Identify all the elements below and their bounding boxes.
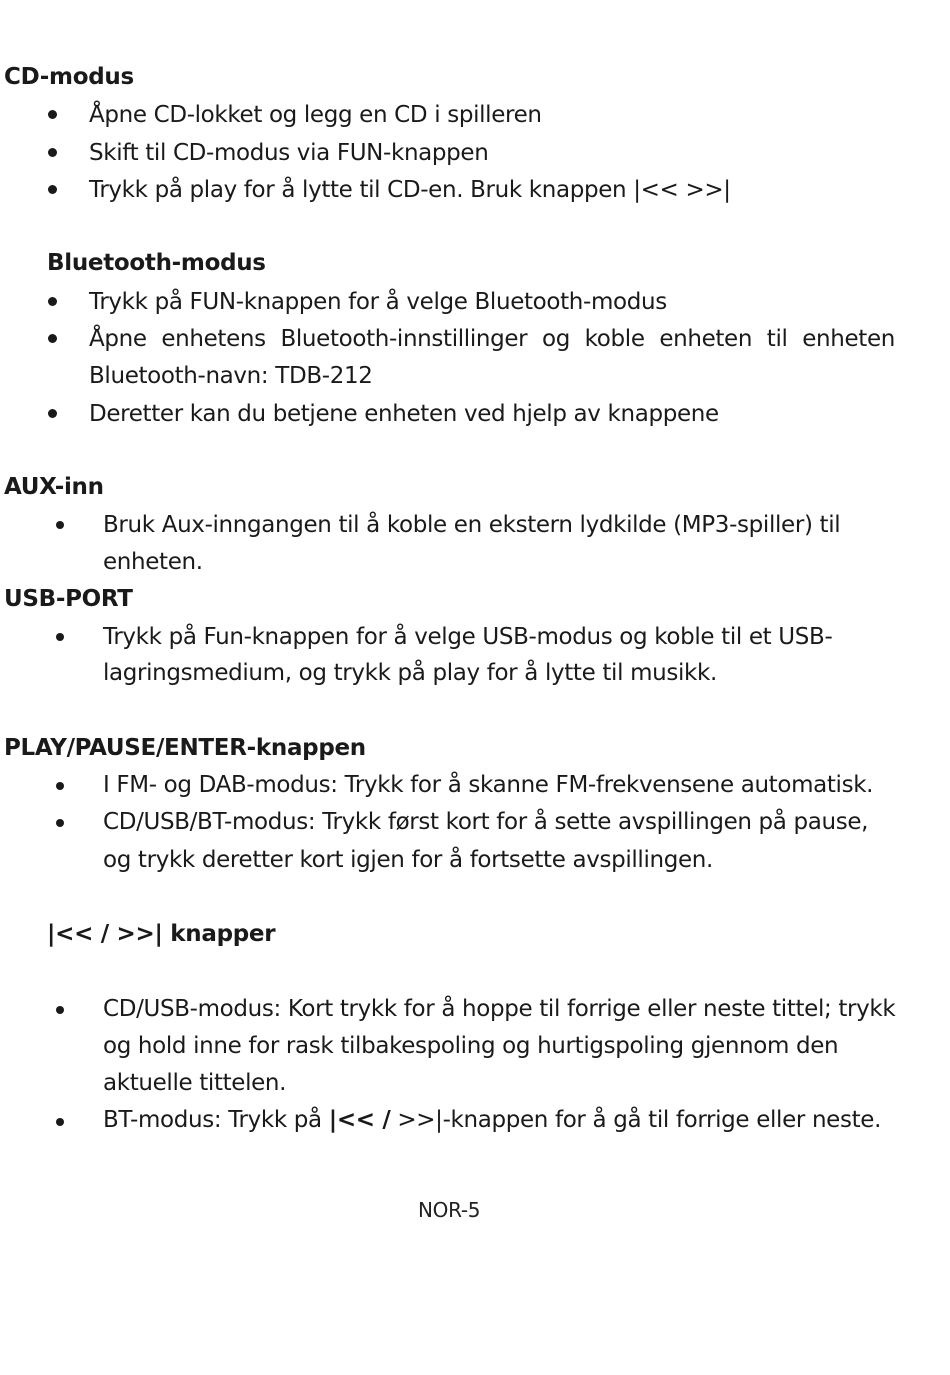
skip-buttons-item-2 <box>103 1105 881 1135</box>
cd-mode-heading: CD-modus <box>4 64 134 90</box>
skip-buttons-item-1-line-2: og hold inne for rask tilbakespoling og hurtigspoling gjennom den <box>103 1033 839 1059</box>
bullet-icon <box>56 819 64 827</box>
bluetooth-mode-item-1: Trykk på FUN-knappen for å velge Bluetooth-modus <box>89 289 667 315</box>
play-pause-item-2-line-1: CD/USB/BT-modus: Trykk først kort for å sette avspillingen på pause, <box>103 809 869 835</box>
usb-port-heading: USB-PORT <box>4 586 133 612</box>
bullet-icon <box>48 334 57 343</box>
skip-buttons-item-2-bold: |<< / <box>328 1107 391 1133</box>
cd-mode-item-1: Åpne CD-lokket og legg en CD i spilleren <box>89 102 542 128</box>
skip-buttons-item-2-suffix: >>|-knappen for å gå til forrige eller neste. <box>390 1107 882 1133</box>
bullet-icon <box>56 782 64 790</box>
play-pause-item-1: I FM- og DAB-modus: Trykk for å skanne FM-frekvensene automatisk. <box>103 772 874 798</box>
skip-buttons-heading: |<< / >>| knapper <box>47 921 276 947</box>
aux-in-item-line-1: Bruk Aux-inngangen til å koble en ekstern lydkilde (MP3-spiller) til <box>103 512 841 538</box>
usb-port-item-line-1: Trykk på Fun-knappen for å velge USB-modus og koble til et USB- <box>103 624 833 650</box>
bullet-icon <box>48 148 57 157</box>
cd-mode-item-3: Trykk på play for å lytte til CD-en. Bruk knappen |<< >>| <box>89 177 731 203</box>
aux-in-item-line-2: enheten. <box>103 549 203 575</box>
skip-buttons-item-1-line-1: CD/USB-modus: Kort trykk for å hoppe til forrige eller neste tittel; trykk <box>103 996 896 1022</box>
play-pause-item-2-line-2: og trykk deretter kort igjen for å fortsette avspillingen. <box>103 847 713 873</box>
bullet-icon <box>56 633 64 641</box>
aux-in-heading: AUX-inn <box>4 474 104 500</box>
bullet-icon <box>56 1006 64 1014</box>
bullet-icon <box>56 521 64 529</box>
bullet-icon <box>56 1118 64 1126</box>
usb-port-item-line-2: lagringsmedium, og trykk på play for å lytte til musikk. <box>103 660 717 686</box>
bullet-icon <box>48 297 57 306</box>
bluetooth-name: Bluetooth-navn: TDB-212 <box>89 363 373 389</box>
bluetooth-mode-heading: Bluetooth-modus <box>47 250 266 276</box>
cd-mode-item-2: Skift til CD-modus via FUN-knappen <box>89 140 489 166</box>
page-number: NOR-5 <box>418 1198 481 1222</box>
bullet-icon <box>48 110 57 119</box>
bullet-icon <box>48 185 57 194</box>
skip-buttons-item-1-line-3: aktuelle tittelen. <box>103 1070 287 1096</box>
skip-buttons-item-2-prefix: BT-modus: Trykk på <box>103 1107 329 1133</box>
play-pause-heading: PLAY/PAUSE/ENTER-knappen <box>4 735 366 761</box>
bullet-icon <box>48 409 57 418</box>
bluetooth-mode-item-3: Deretter kan du betjene enheten ved hjelp av knappene <box>89 401 719 427</box>
bluetooth-mode-item-2: Åpne enhetens Bluetooth-innstillinger og koble enheten til enheten <box>89 326 895 352</box>
